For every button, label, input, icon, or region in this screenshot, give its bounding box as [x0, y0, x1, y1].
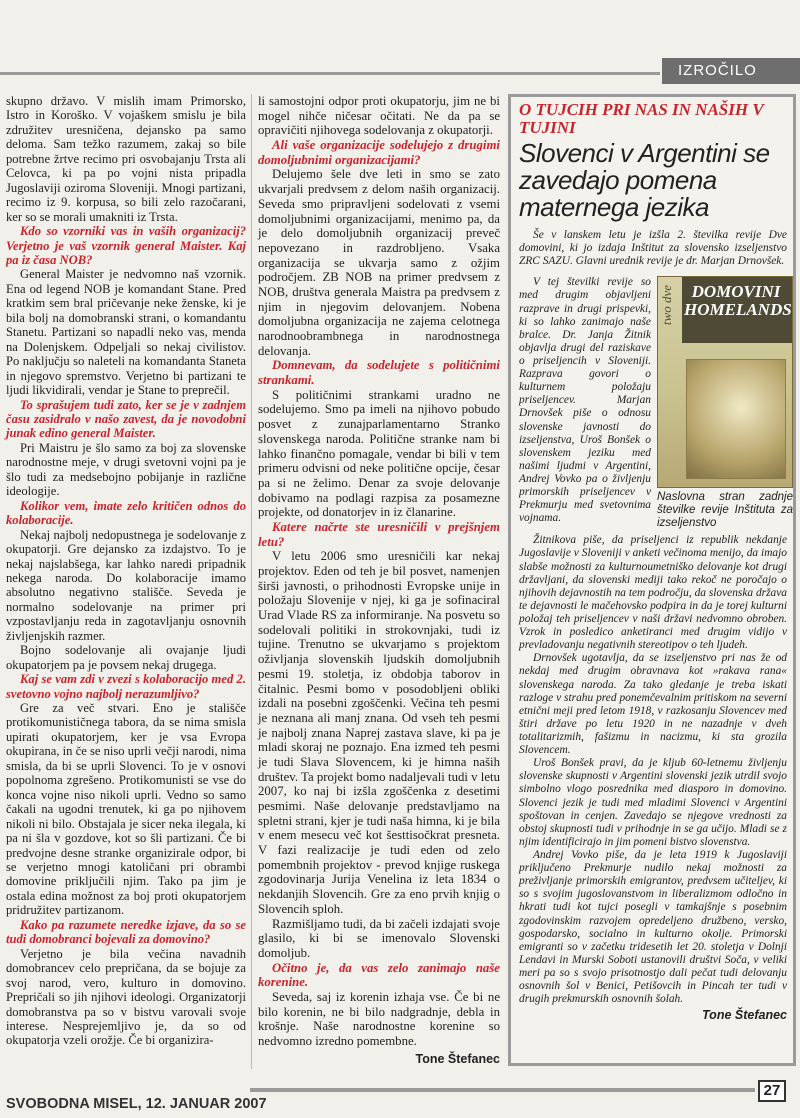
paragraph: Delujemo šele dve leti in smo se zato ukvarjali predvsem z delom naših organizacij. Seveda smo pripravljeni sodelovati z vsemi domoljubnimi organizacijami, menimo pa, da je delo domoljubnih organizacij preveč nepovezano in razdrobljeno. Vsaka organizacija se ukvarja samo z ožjim področjem. ZB NOB na primer predvsem z NOB, društva generala Maistra pa predvsem z njim in njegovim delovanjem. Nobena domoljubna organizacija ne zajema celotnega narodnoobrambnega in narodnostnega delovanja. [258, 167, 500, 358]
cover-title: DOMOVINI HOMELANDS [684, 282, 792, 320]
sidebar-box [508, 94, 796, 1066]
paragraph: V letu 2006 smo uresničili kar nekaj projektov. Eden od teh je bil posvet, namenjen širši javnosti, o prihodnosti Evropske unije in položaju Slovenije v njej, ki ga je sofinaciral Urad Vlade RS za informiranje. Na posvetu so sodelovali politiki in strokovnjaki, tudi iz tujine. Trenutno se ukvarjamo s projektom oživljanja slovenskih ljudskih domoljubnih pesmi 19. stoletja, iz obdobja taborov in čitalnic. Pesmi bomo v posodobljeni obliki izdali na posebni zgoščenki. Večina teh pesmi je neznana ali manj znana. Od vseh teh pesmi je najbolj znana Naprej zastava slave, ki pa je mladi skoraj ne poznajo. Ena izmed teh pesmi je tudi Slava Slovencem, ki je himna naših društev. Ta projekt bomo nadaljevali tudi v letu 2007, ko naj bi izšla zgoščenka z desetimi pesmimi. Naše delovanje predstavljamo na spletni strani, kjer je tudi naša himna, ki je bila v enem mesecu več kot šesttisočkrat presneta. V fazi realizacije je tudi eden od zelo pomembnih projektov - prevod knjige ruskega zgodovinarja Jurija Venelina iz leta 1834 o nekdanjih Slovencih. Gre za eno prvih knjig o Slovencih sploh. [258, 549, 500, 916]
author-signature: Tone Štefanec [415, 1051, 500, 1066]
sidebar-left-text: V tej številki revije so med drugim objavljeni razprave in drugi prispevki, ki so lahko zanimajo naše bralce. Dr. Janja Žitnik objavlja drugi del raziskave o priseljencih v Sloveniji. Razprava govori o kulturnem položaju priseljencev. Marjan Drnovšek piše o odnosu slovenske javnosti do izseljenstva, Uroš Bonšek o slovenskem jeziku med našimi ljudmi v Argentini, Andrej Vovko pa o življenju primorskih priseljencev v Prekmurju med svetovnima vojnama. [519, 276, 651, 525]
sidebar-title: Slovenci v Argentini se zavedajo pomena maternega jezika [519, 138, 770, 222]
paragraph: skupno državo. V mislih imam Primorsko, Istro in Koroško. V vojaškem smislu je bila združitev uresničena, dejansko pa samo deloma. Sam težko razumem, zakaj so bile potrebne žrtve recimo pri osvobajanju Trsta ali Celovca, ki pa po vojni nista pripadla Jugoslaviji oziroma Sloveniji. Mnogi partizani, recimo iz 9. korpusa, so bili zelo razočarani, ker so se morali umakniti iz Trsta. [6, 94, 246, 224]
cover-vertical-text: two dve [659, 285, 674, 326]
paragraph: Verjetno je bila večina navadnih domobrancev celo prepričana, da se bojuje za svoj narod, vero, kulturo in domovino. Prepričali so jih njihovi ideologi. Organizatorji domobranstva pa so v bistvu varovali svoje interese. Nesprejemljivo je, da so od okupatorja vzeli orožje. Če bi organizira- [6, 946, 246, 1048]
figure-row [519, 276, 793, 530]
interview-question: Kdo so vzorniki vas in vaših organizacij? Verjetno je vaš vzornik general Maister. Kaj pa iz časa NOB? [6, 224, 246, 267]
paragraph: Pri Maistru je šlo samo za boj za slovenske narodnostne meje, v drugi svetovni vojni pa je šlo tudi za medsebojno pobijanje in različne ideologije. [6, 440, 246, 499]
header-rule [0, 72, 660, 75]
paragraph: Gre za več stvari. Eno je stališče protikomunističnega tabora, da se nima smisla upirati okupatorjem, ker je vsa Evropa okupirana, in če se niso uprli večji narodi, nima smisla, da bi se uprli Slovenci. To je v osnovi popolnoma zgrešeno. Protikomunisti se vse do konca vojne niso nikoli uprli. Vedno so samo čakali na ugodni trenutek, ki ga po njihovem nikoli ni bilo. Obstajala je sicer neka ilegala, ki pa ni šla v gozdove, kot so šli partizani. Če bi predvojne desne stranke organizirale odpor, bi se verjetno mnogi katoličani pri obrambi domovine priključili njim. Tako pa jim je ostala edina možnost za boj proti okupatorjem pridružitev partizanom. [6, 701, 246, 918]
magazine-figure [657, 276, 793, 530]
sidebar-kicker: O TUJCIH PRI NAS IN NAŠIH V TUJINI [519, 100, 764, 137]
figure-caption: Naslovna stran zadnje številke revije Inštituta za izseljenstvo [657, 491, 793, 530]
interview-question: Kako pa razumete neredke izjave, da so se tudi domobranci bojevali za domovino? [6, 917, 246, 947]
article-column-1 [6, 94, 246, 1048]
sidebar-paragraph: Andrej Vovko piše, da je leta 1919 k Jugoslaviji priključeno Prekmurje nudilo nekaj možnosti za preživljanje primorskih emigrantov, predvsem učiteljev, ki so s svojim jugoslovanstvom in liberalizmom odločno in hkrati tudi kot tujci posegli v tamkajšnje s posebnim zgodovinskim razvojem opredeljeno družbeno, versko, gospodarsko, socialno in kulturno okolje. Primorski emigranti so v začetku tridesetih let 20. stoletja v Dolnji Lendavi in Murski Soboti ustanovili društvi Soča, v veliki meri pa so s svojo prisotnostjo dali pečat tudi delovanju osnovnih šol v Benici, Petišovcih in Pincah ter tudi v drugih prekmurskih osnovnih šolah. [519, 848, 787, 1006]
section-label: IZROČILO [662, 58, 800, 84]
paragraph: Bojno sodelovanje ali ovajanje ljudi okupatorjem pa je povsem nekaj drugega. [6, 643, 246, 672]
sidebar-paragraph: Žitnikova piše, da priseljenci iz republik nekdanje Jugoslavije v Sloveniji v anketi večinoma menijo, da imajo slabše možnosti za kulturnoumetniško delovanje kot drugi državljani, da slovenski mediji tako rekoč ne poročajo o njihovih dejavnostih na tem področju, da slovenska država te dejavnosti le mačehovsko podpira in da je torej kulturni položaj teh priseljencev v naši državi nedvomno obroben. Vzrok in posledico anketiranci med drugim vidijo v prevladovanju negativnih stereotipov o teh ljudeh. [519, 534, 787, 652]
sidebar-signature: Tone Štefanec [702, 1008, 787, 1023]
interview-question: Kolikor vem, imate zelo kritičen odnos do kolaboracije. [6, 498, 246, 528]
footer-rule [250, 1088, 755, 1092]
publication-name: SVOBODNA MISEL, 12. JANUAR 2007 [6, 1096, 267, 1112]
interview-question: Katere načrte ste uresničili v prejšnjem letu? [258, 519, 500, 549]
interview-question: Ali vaše organizacije sodelujejo z drugimi domoljubnimi organizacijami? [258, 138, 500, 167]
interview-question: Očitno je, da vas zelo zanimajo naše korenine. [258, 960, 500, 990]
interview-question: Domnevam, da sodelujete s političnimi strankami. [258, 358, 500, 388]
page-footer [0, 1080, 800, 1114]
paragraph: General Maister je nedvomno naš vzornik. Ena od legend NOB je komandant Stane. Pred kratkim sem bral pričevanje neke ženske, ki je bila bolj na domobranski strani, o komandantu Stanetu. Partizani so napadli neko vas, menda na Dolenjskem. Odpeljali so nekaj civilistov. Po naključju so naleteli na komandanta Staneta in njegovo spremstvo. Verjetno bi partizani te ljudi likvidirali, vendar je Stane to preprečil. [6, 267, 246, 398]
column-divider [251, 94, 252, 1069]
section-header [0, 58, 800, 84]
sidebar-paragraph: Uroš Bonšek pravi, da je kljub 60-letnemu življenju slovenske skupnosti v Argentini slovenski jezik utrdil svojo simbolno vlogo posrednika med diasporo in domovino. Slovenci jezik je tudi med mladimi Slovenci v Argentini spoštovan in cenjen. Zavedajo se njegove vrednosti za obstoj skupnosti tudi v prihodnje in se ga učijo. Mladi se z njim identificirajo in jim pomeni bistvo slovenstva. [519, 757, 787, 848]
magazine-cover-image [657, 276, 793, 488]
sidebar-paragraph: Drnovšek ugotavlja, da se izseljenstvo pri nas že od nekdaj med drugim obravnava kot »rakava rana« slovenskega naroda. Za tako gledanje je treba iskati razloge v strahu pred ponemčevalnim pritiskom na severni etnični meji pred letom 1918, v razkosanju Slovencev med štiri države po letu 1920 in ne nazadnje v dveh totalitarizmih, fašizmu in nacizmu, ki sta grozila Slovencem. [519, 652, 787, 757]
cover-artwork [686, 359, 786, 479]
paragraph: li samostojni odpor proti okupatorju, jim ne bi mogel nihče ničesar očitati. Ne da pa se opravičiti njihovega sodelovanja z okupatorji. [258, 94, 500, 138]
paragraph: Razmišljamo tudi, da bi začeli izdajati svoje glasilo, ki bi se imenovalo Slovenski domoljub. [258, 916, 500, 960]
sidebar-intro: Še v lanskem letu je izšla 2. številka revije Dve domovini, ki jo izdaja Inštitut za slovensko izseljenstvo ZRC SAZU. Glavni urednik revije je dr. Marjan Drnovšek. [519, 229, 787, 268]
paragraph: S političnimi strankami uradno ne sodelujemo. Smo pa imeli na njihovo pobudo posvet z zunajparlamentarno Stranko slovenskega naroda. Politične stranke nam bi lahko finančno pomagale, vendar bi bili v tem primeru odvisni od neke politične opcije, česar pa si ne želimo. Denar za svoje delovanje dobivamo na podlagi razpisa za posamezne projekte, od donatorjev in iz članarine. [258, 387, 500, 520]
paragraph: Nekaj najbolj nedopustnega je sodelovanje z okupatorji. Gre dejansko za izdajstvo. To je nekaj najslabšega, kar lahko naredi pripadnik nekega naroda. Do kolaboracije imamo absolutno negativno stališče. Seveda je normalno sodelovanje na primer pri vzpostavljanju reda in zagotavljanju osnovnih življenjskih razmer. [6, 527, 246, 643]
page-number: 27 [758, 1080, 786, 1102]
interview-question: Kaj se vam zdi v zvezi s kolaboracijo med 2. svetovno vojno najbolj nerazumljivo? [6, 672, 246, 701]
paragraph: Seveda, saj iz korenin izhaja vse. Če bi ne bilo korenin, ne bi bilo nadgradnje, debla in krošnje. Naše narodnostne korenine so nedvomno izredno pomembne. [258, 989, 500, 1048]
article-column-2 [258, 94, 500, 1066]
interview-question: To sprašujem tudi zato, ker se je v zadnjem času zasidralo v našo zavest, da je novodobni junak edino general Maister. [6, 397, 246, 441]
